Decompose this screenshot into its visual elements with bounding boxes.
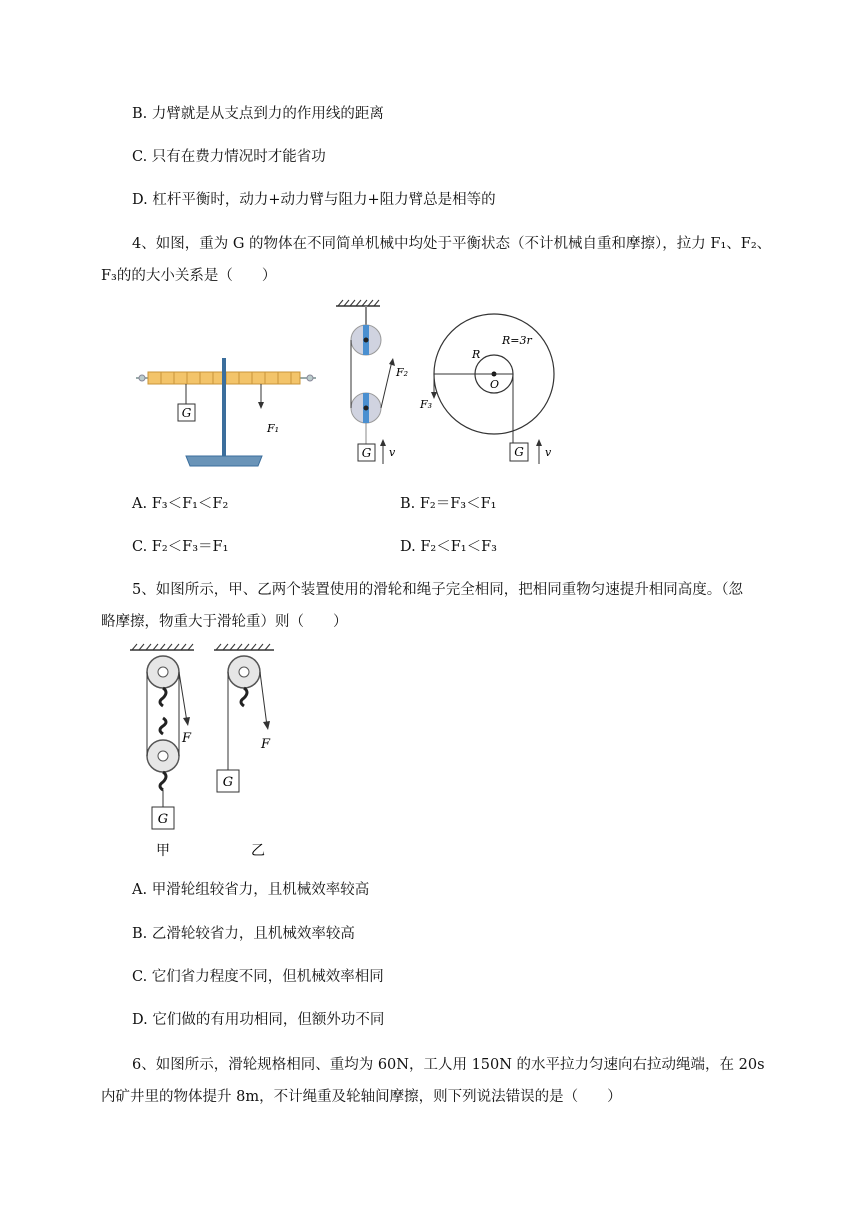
q5-stem-line1: 5、如图所示，甲、乙两个装置使用的滑轮和绳子完全相同，把相同重物匀速提升相同高度。（忽 xyxy=(132,582,743,598)
q6-stem-line2: 内矿井里的物体提升 8m，不计绳重及轮轴间摩擦，则下列说法错误的是（ ） xyxy=(101,1089,622,1105)
yi-label: 乙 xyxy=(251,843,265,859)
pulley-yi xyxy=(214,644,274,859)
pulley-block-jia xyxy=(130,644,194,859)
q5-option-a: A. 甲滑轮组较省力，且机械效率较高 xyxy=(132,882,370,898)
q4-option-b: B. F₂＝F₃＜F₁ xyxy=(400,496,497,512)
wheel-force-f3-label: F₃ xyxy=(420,398,433,411)
q5-option-c: C. 它们省力程度不同，但机械效率相同 xyxy=(132,969,384,985)
pulley-velocity-label: v xyxy=(389,446,396,459)
pulley-weight-label: G xyxy=(361,446,372,460)
lever-weight-label: G xyxy=(181,406,192,420)
q4-figure xyxy=(130,296,570,476)
pulley-force-f2-label: F₂ xyxy=(396,366,409,379)
lever-force-f1-label: F₁ xyxy=(267,422,280,435)
q5-figure xyxy=(126,642,296,862)
q3-option-c: C. 只有在费力情况时才能省功 xyxy=(132,149,326,165)
q5-stem-line2: 略摩擦，物重大于滑轮重）则（ ） xyxy=(101,614,348,630)
q6-stem xyxy=(101,1049,773,1113)
lever-diagram xyxy=(136,358,316,466)
jia-label: 甲 xyxy=(156,843,170,859)
jia-weight-label: G xyxy=(157,812,169,827)
center-label: O xyxy=(490,378,500,391)
yi-weight-label: G xyxy=(222,775,234,790)
wheel-axle-diagram xyxy=(419,314,554,464)
jia-force-label: F xyxy=(182,731,192,746)
yi-force-label: F xyxy=(261,737,271,752)
q3-option-b: B. 力臂就是从支点到力的作用线的距离 xyxy=(132,106,384,122)
axle-radius-label: R xyxy=(472,348,481,361)
wheel-weight-label: G xyxy=(514,445,524,459)
q5-option-b: B. 乙滑轮较省力，且机械效率较高 xyxy=(132,926,355,942)
q4-option-a: A. F₃＜F₁＜F₂ xyxy=(132,496,229,512)
wheel-radius-label: R=3r xyxy=(502,334,532,347)
pulley-diagram xyxy=(336,300,408,464)
q4-stem-line1: 4、如图，重为 G 的物体在不同简单机械中均处于平衡状态（不计机械自重和摩擦），拉力 F₁、F₂、 xyxy=(132,236,772,252)
q3-option-d: D. 杠杆平衡时，动力+动力臂与阻力+阻力臂总是相等的 xyxy=(132,192,496,208)
q4-stem-line2: F₃的的大小关系是（ ） xyxy=(101,268,277,284)
q4-option-c: C. F₂＜F₃＝F₁ xyxy=(132,539,229,555)
q6-stem-line1: 6、如图所示，滑轮规格相同、重均为 60N，工人用 150N 的水平拉力匀速向右拉动绳端，在 20s xyxy=(132,1057,765,1073)
q5-option-d: D. 它们做的有用功相同，但额外功不同 xyxy=(132,1012,385,1028)
q4-stem xyxy=(101,228,773,292)
wheel-velocity-label: v xyxy=(545,446,552,459)
q5-stem xyxy=(101,574,773,638)
q4-option-d: D. F₂＜F₁＜F₃ xyxy=(400,539,497,555)
